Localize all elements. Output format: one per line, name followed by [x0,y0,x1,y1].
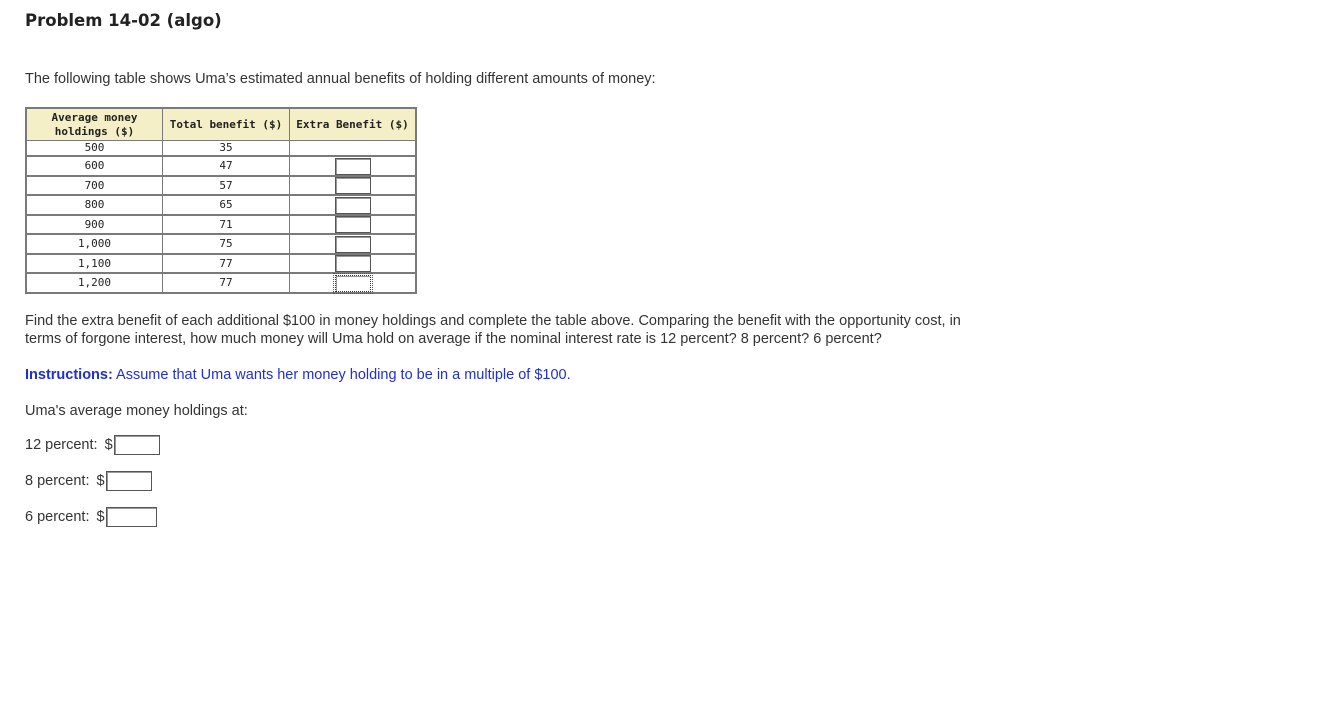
extra-benefit-input[interactable] [335,158,371,175]
extra-benefit-cell [290,254,417,274]
answer-row-12-percent [25,434,1025,456]
total-benefit-cell: 57 [163,176,290,196]
extra-benefit-input[interactable] [335,197,371,214]
extra-benefit-input[interactable] [335,177,371,194]
table-row [26,176,416,196]
table-row [26,141,416,157]
instructions-prefix: Instructions: [25,366,113,383]
extra-benefit-input-focused[interactable] [335,275,371,292]
total-benefit-cell: 47 [163,156,290,176]
total-benefit-cell: 35 [163,141,290,157]
table-row [26,234,416,254]
total-benefit-cell: 71 [163,215,290,235]
extra-benefit-cell [290,234,417,254]
currency-symbol: $ [96,472,105,489]
holdings-cell: 1,100 [26,254,163,274]
table-header-row [26,108,416,141]
extra-benefit-input[interactable] [335,236,371,253]
table-row [26,156,416,176]
table-row [26,254,416,274]
extra-benefit-cell [290,195,417,215]
extra-benefit-input[interactable] [335,216,371,233]
extra-benefit-cell [290,176,417,196]
answer-row-8-percent [25,470,1025,492]
header-holdings: Average money holdings ($) [26,108,163,141]
currency-symbol: $ [104,436,113,453]
table-row [26,273,416,293]
holdings-label: Uma's average money holdings at: [25,402,248,419]
holdings-cell: 700 [26,176,163,196]
intro-text: The following table shows Uma’s estimated annual benefits of holding different amounts of money: [25,71,656,87]
total-benefit-cell: 77 [163,254,290,274]
header-extra-benefit: Extra Benefit ($) [290,108,417,141]
table-row [26,195,416,215]
total-benefit-cell: 77 [163,273,290,293]
instructions-text [25,366,1025,384]
answer-label: 6 percent: [25,508,90,525]
question-text: Find the extra benefit of each additional $100 in money holdings and complete the table above. Comparing the benefit with the opportunity cost, in terms of forgone interest, how much money will Uma hold on average if the nominal interest rate is 12 percent? 8 percent? 6 percent? [25,312,961,347]
answer-input-6-percent[interactable] [106,507,157,527]
holdings-cell: 800 [26,195,163,215]
answer-input-12-percent[interactable] [114,435,160,455]
answer-label: 12 percent: [25,436,98,453]
instructions-body: Assume that Uma wants her money holding to be in a multiple of $100. [116,366,571,383]
answer-row-6-percent [25,506,1025,528]
answer-label: 8 percent: [25,472,90,489]
extra-benefit-cell [290,215,417,235]
extra-benefit-cell-empty [290,141,417,157]
total-benefit-cell: 75 [163,234,290,254]
benefit-table [25,107,417,294]
holdings-cell: 1,200 [26,273,163,293]
total-benefit-cell: 65 [163,195,290,215]
answer-input-8-percent[interactable] [106,471,152,491]
extra-benefit-cell [290,273,417,293]
extra-benefit-input[interactable] [335,255,371,272]
extra-benefit-cell [290,156,417,176]
table-row [26,215,416,235]
holdings-cell: 1,000 [26,234,163,254]
problem-page [25,10,1025,528]
holdings-cell: 500 [26,141,163,157]
holdings-cell: 900 [26,215,163,235]
holdings-cell: 600 [26,156,163,176]
currency-symbol: $ [96,508,105,525]
page-title: Problem 14-02 (algo) [25,11,222,30]
header-total-benefit: Total benefit ($) [163,108,290,141]
